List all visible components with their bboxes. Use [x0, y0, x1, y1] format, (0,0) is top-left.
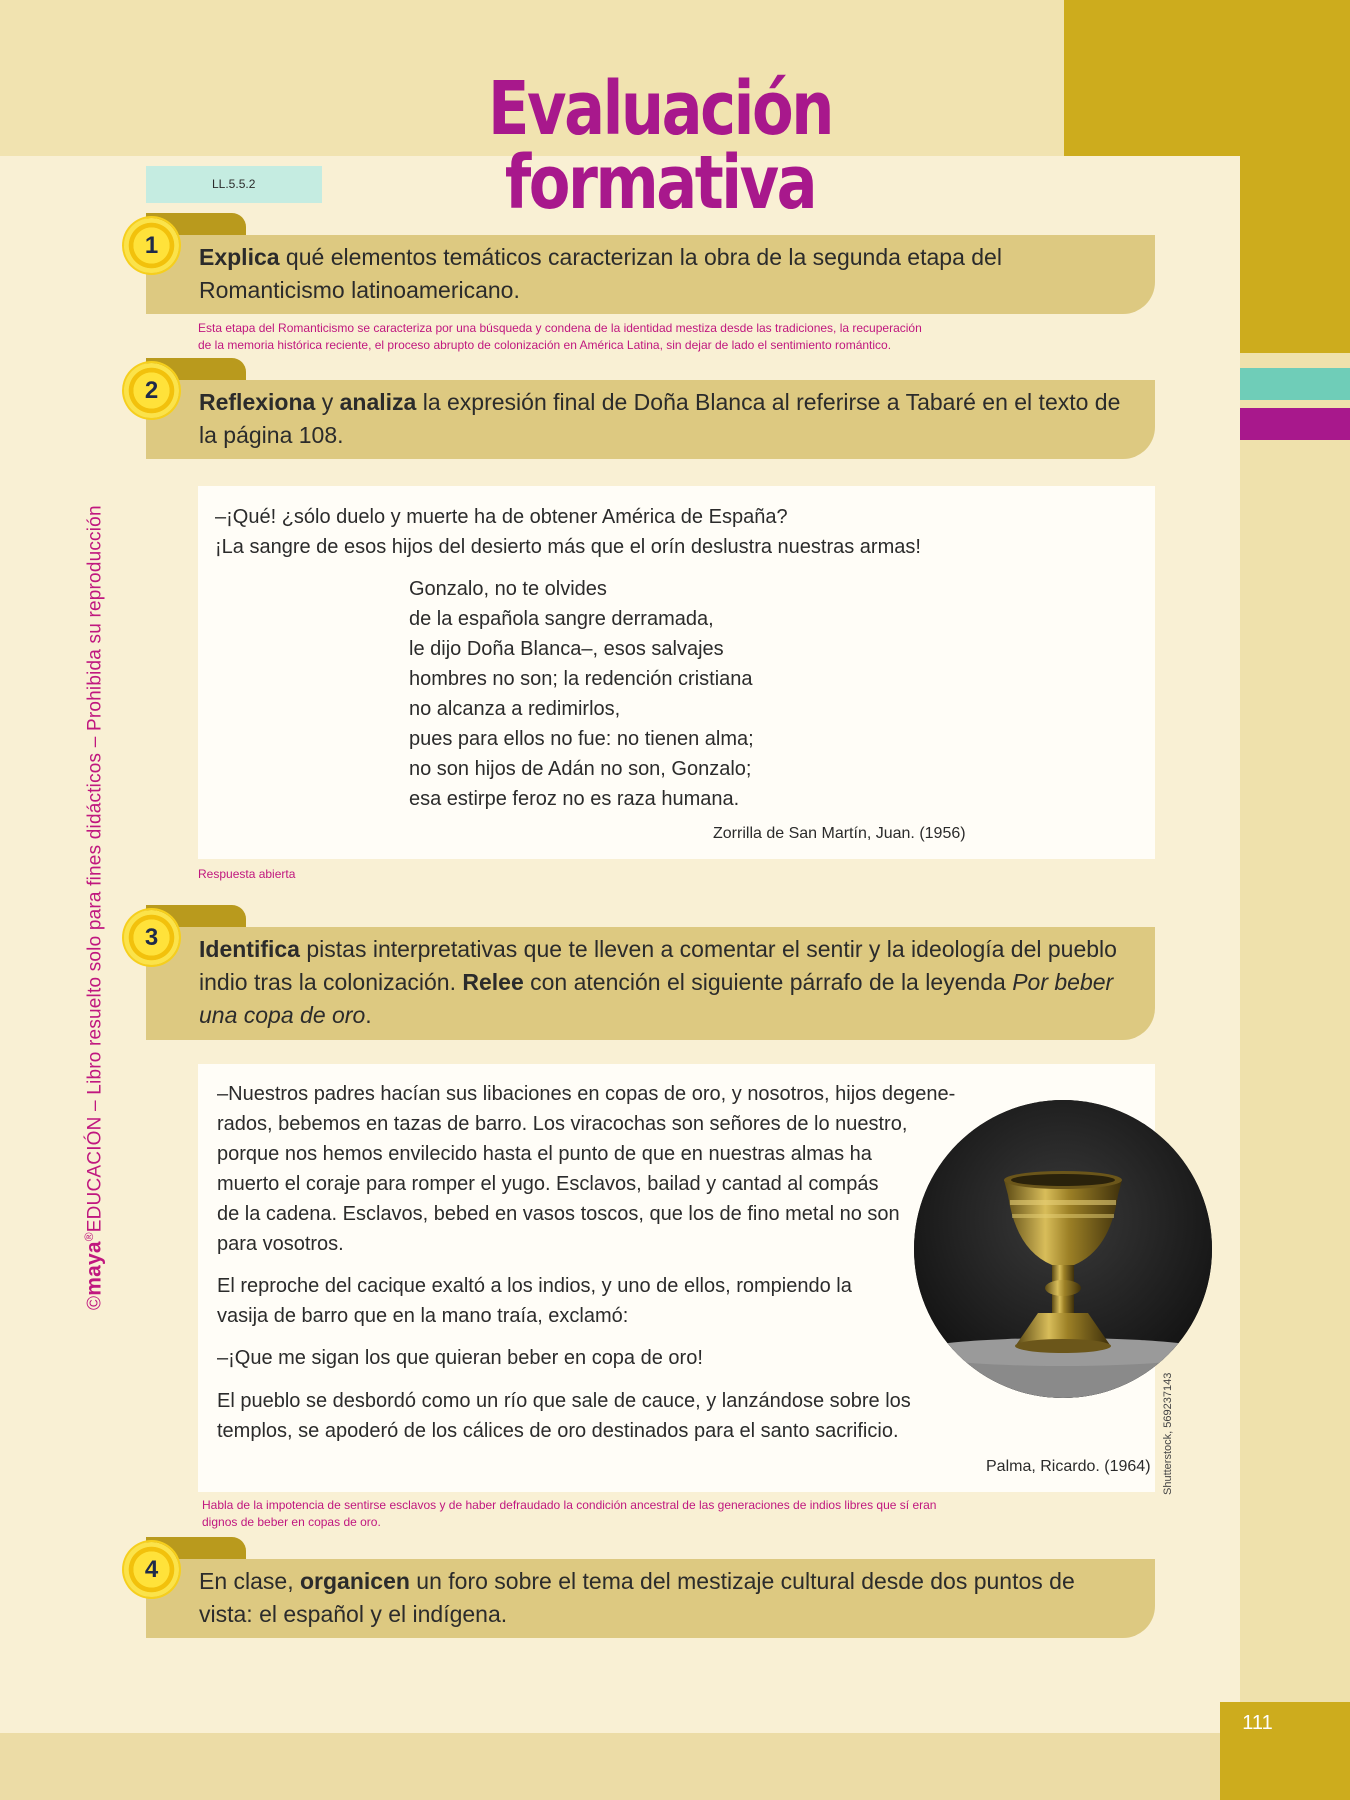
photo-credit: Shutterstock, 569237143 — [1162, 1372, 1174, 1495]
q3-answer: Habla de la impotencia de sentirse esclavos y de haber defraudado la condición ancestral de las generaciones de indios libres que sí eran dignos de beber en copas de oro. — [202, 1498, 937, 1529]
q2-answer: Respuesta abierta — [198, 867, 296, 881]
q1-text: qué elementos temáticos caracterizan la obra de la segunda etapa del Romanticismo latinoamericano. — [199, 244, 1002, 303]
q2-poem: Gonzalo, no te olvides de la española sangre derramada, le dijo Doña Blanca–, esos salvajes hombres no son; la redención cristiana no alcanza a redimirlos, pues para ellos no fue: no tienen alma; no son hijos de Adán no son, Gonzalo; esa estirpe feroz no es raza humana. — [409, 578, 754, 810]
right-margin-strip — [1240, 353, 1350, 1703]
q1-verb: Explica — [199, 244, 280, 270]
page-title: Evaluación formativa — [488, 66, 832, 226]
q3-legend-title: Por beber una copa de oro — [199, 969, 1114, 1028]
q2-text: la expresión final de Doña Blanca al referirse a Tabaré en el texto de la página 108. — [199, 389, 1121, 448]
q3-verb-relee: Relee — [462, 969, 524, 995]
brand-name: maya — [82, 1241, 106, 1296]
magenta-tab-marker — [1240, 408, 1350, 440]
copyright-side-note: ©maya®EDUCACIÓN – Libro resuelto solo para fines didácticos – Prohibida su reproducción — [82, 505, 106, 1310]
q3-paragraph-4: El pueblo se desbordó como un río que sale de cauce, y lanzándose sobre los templos, se apoderó de los cálices de oro destinados para el santo sacrificio. — [217, 1390, 911, 1442]
q2-verb-analiza: analiza — [339, 389, 417, 415]
q3-paragraph-3: –¡Que me sigan los que quieran beber en copa de oro! — [217, 1347, 703, 1369]
q4-text: un foro sobre el tema del mestizaje cultural desde dos puntos de vista: el español y el indígena. — [199, 1568, 1075, 1627]
q4-verb: organicen — [300, 1568, 410, 1594]
q3-banner: Identifica pistas interpretativas que te lleven a comentar el sentir y la ideología del pueblo indio tras la colonización. Relee con atención el siguiente párrafo de la leyenda Por beber una copa de oro. — [146, 927, 1155, 1040]
q1-banner — [146, 235, 1155, 314]
q2-quote: –¡Qué! ¿sólo duelo y muerte ha de obtener América de España? ¡La sangre de esos hijos del desierto más que el orín deslustra nuestras armas! — [215, 506, 921, 558]
q3-paragraph-2: El reproche del cacique exaltó a los indios, y uno de ellos, rompiendo la vasija de barro que en la mano traía, exclamó: — [217, 1275, 852, 1327]
q1-number-badge: 1 — [124, 218, 179, 273]
q3-number-badge: 3 — [124, 910, 179, 965]
skill-code-tag: LL.5.5.2 — [146, 166, 322, 203]
page-number: 111 — [1242, 1712, 1273, 1734]
q2-number-badge: 2 — [124, 363, 179, 418]
chalice-illustration — [914, 1100, 1212, 1398]
q3-verb-identifica: Identifica — [199, 936, 300, 962]
teal-tab-marker — [1240, 368, 1350, 400]
golden-chalice-photo — [914, 1100, 1212, 1398]
q2-verb-reflexiona: Reflexiona — [199, 389, 316, 415]
q4-number-badge: 4 — [124, 1542, 179, 1597]
bottom-strip — [0, 1733, 1350, 1800]
q3-citation: Palma, Ricardo. (1964) — [986, 1458, 1151, 1475]
q3-paragraph-1: –Nuestros padres hacían sus libaciones en copas de oro, y nosotros, hijos degene- rados, bebemos en tazas de barro. Los viracochas son señores de lo nuestro, porque nos hemos envilecido hasta el punto de que en nuestras almas ha muerto el coraje para romper el yugo. Esclavos, bailad y cantad al compás de la cadena. Esclavos, bebed en vasos toscos, que los de fino metal no son para vosotros. — [217, 1083, 956, 1255]
q2-banner: Reflexiona y analiza la expresión final de Doña Blanca al referirse a Tabaré en el texto de la página 108. — [146, 380, 1155, 459]
q4-banner: En clase, organicen un foro sobre el tema del mestizaje cultural desde dos puntos de vista: el español y el indígena. — [146, 1559, 1155, 1638]
q2-citation: Zorrilla de San Martín, Juan. (1956) — [713, 825, 966, 842]
q1-answer: Esta etapa del Romanticismo se caracteriza por una búsqueda y condena de la identidad mestiza desde las tradiciones, la recuperación de la memoria histórica reciente, el proceso abrupto de colonización en América Latina, sin dejar de lado el sentimiento romántico. — [198, 321, 922, 352]
